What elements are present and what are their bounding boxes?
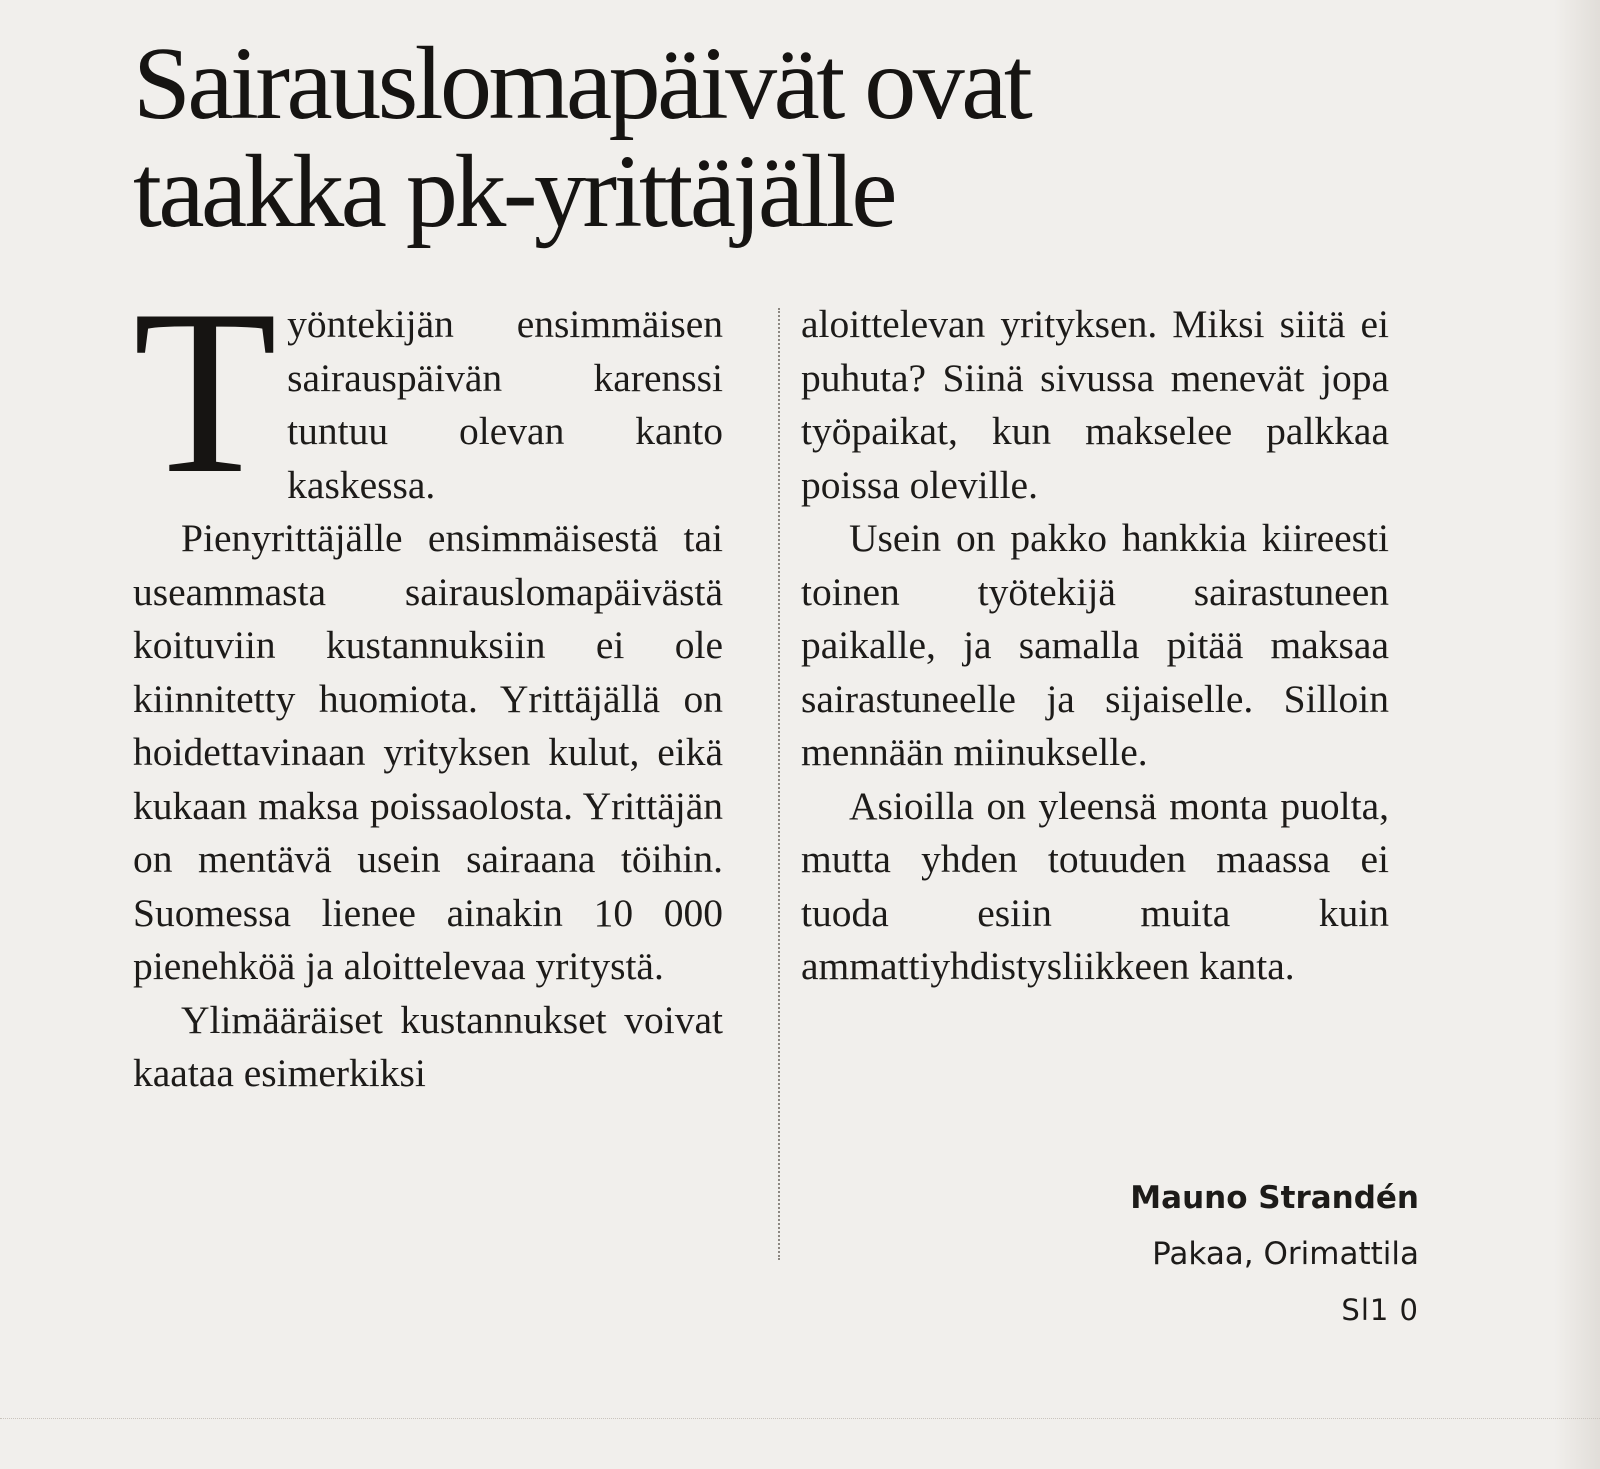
column-divider — [778, 308, 780, 1260]
paragraph-3: Ylimääräiset kustannukset voivat kaataa esimerkiksi — [133, 997, 723, 1095]
drop-cap: T — [133, 262, 278, 523]
paragraph-1 — [133, 262, 723, 523]
paragraph-4: aloittelevan yrityksen. Miksi siitä ei puhuta? Siinä sivussa menevät jopa työpaikat, kun makselee palkkaa poissa oleville. — [801, 302, 1389, 507]
right-column — [801, 298, 1389, 994]
article-code: Sl1 0 — [1341, 1293, 1419, 1327]
author-location: Pakaa, Orimattila — [1152, 1236, 1419, 1272]
article-headline — [133, 26, 1433, 249]
left-column — [133, 262, 723, 1101]
paragraph-5: Usein on pakko hankkia kiireesti toinen työtekijä sairastuneen paikalle, ja samalla pitää maksaa sairastuneelle ja sijaiselle. Silloin mennään miinukselle. — [801, 516, 1389, 774]
byline — [1130, 1170, 1419, 1338]
headline-line-2: taakka pk-yrittäjälle — [133, 134, 894, 249]
headline-line-1: Sairauslomapäivät ovat — [133, 26, 1030, 141]
author-name: Mauno Strandén — [1130, 1180, 1419, 1216]
bottom-rule — [0, 1418, 1600, 1419]
paragraph-6: Asioilla on yleensä monta puolta, mutta yhden totuuden maassa ei tuoda esiin muita kuin ammattiyhdistysliikkeen kanta. — [801, 783, 1389, 988]
paragraph-1-text: yöntekijän ensimmäisen sairauspäivän karenssi tuntuu olevan kanto kaskessa. — [287, 302, 723, 507]
paragraph-2: Pienyrittäjälle ensimmäisestä tai useammasta sairauslomapäivästä koituviin kustannuksiin ei ole kiinnitetty huomiota. Yrittäjällä on hoidettavinaan yrityksen kulut, eikä kukaan maksa poissaolosta. Yrittäjän on mentävä usein sairaana töihin. Suomessa lienee ainakin 10 000 pienehköä ja aloittelevaa yritystä. — [133, 516, 723, 988]
page-edge-shadow — [1554, 0, 1600, 1469]
